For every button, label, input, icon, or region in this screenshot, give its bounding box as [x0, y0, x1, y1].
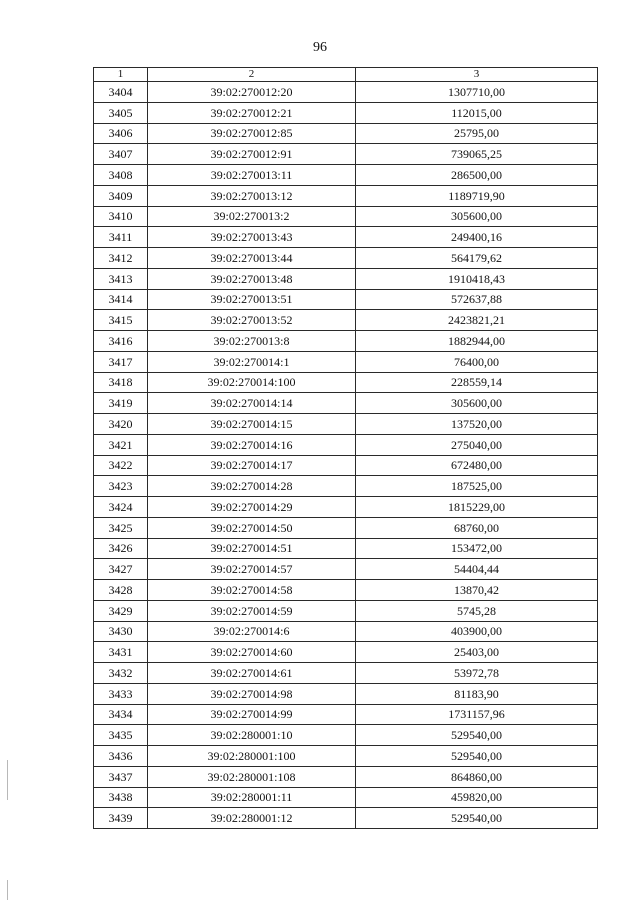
value-cell: 1307710,00	[356, 82, 598, 103]
cadastral-number-cell: 39:02:270013:52	[148, 310, 356, 331]
cadastral-number-cell: 39:02:270014:1	[148, 351, 356, 372]
table-row	[94, 123, 598, 144]
value-cell: 1882944,00	[356, 331, 598, 352]
value-cell: 529540,00	[356, 725, 598, 746]
value-cell: 1910418,43	[356, 268, 598, 289]
row-number-cell: 3435	[94, 725, 148, 746]
cadastral-number-cell: 39:02:280001:108	[148, 766, 356, 787]
value-cell: 564179,62	[356, 248, 598, 269]
cadastral-number-cell: 39:02:270014:28	[148, 476, 356, 497]
table-row	[94, 393, 598, 414]
table-row	[94, 787, 598, 808]
table-row	[94, 310, 598, 331]
value-cell: 2423821,21	[356, 310, 598, 331]
row-number-cell: 3423	[94, 476, 148, 497]
column-header-3: 3	[356, 68, 598, 82]
value-cell: 529540,00	[356, 808, 598, 829]
value-cell: 529540,00	[356, 746, 598, 767]
table-row	[94, 289, 598, 310]
cadastral-number-cell: 39:02:270012:85	[148, 123, 356, 144]
row-number-cell: 3409	[94, 185, 148, 206]
table-row	[94, 331, 598, 352]
cadastral-number-cell: 39:02:270014:59	[148, 600, 356, 621]
value-cell: 672480,00	[356, 455, 598, 476]
cadastral-number-cell: 39:02:270014:50	[148, 517, 356, 538]
value-cell: 112015,00	[356, 102, 598, 123]
cadastral-number-cell: 39:02:270014:51	[148, 538, 356, 559]
table-row	[94, 206, 598, 227]
value-cell: 68760,00	[356, 517, 598, 538]
value-cell: 53972,78	[356, 663, 598, 684]
value-cell: 286500,00	[356, 165, 598, 186]
page-number: 96	[313, 40, 327, 55]
row-number-cell: 3413	[94, 268, 148, 289]
cadastral-number-cell: 39:02:270014:29	[148, 497, 356, 518]
scan-margin-mark	[7, 760, 8, 800]
table-row	[94, 497, 598, 518]
cadastral-number-cell: 39:02:280001:10	[148, 725, 356, 746]
table-row	[94, 185, 598, 206]
row-number-cell: 3411	[94, 227, 148, 248]
cadastral-table	[93, 67, 598, 829]
value-cell: 25795,00	[356, 123, 598, 144]
cadastral-number-cell: 39:02:270013:48	[148, 268, 356, 289]
row-number-cell: 3426	[94, 538, 148, 559]
row-number-cell: 3421	[94, 434, 148, 455]
cadastral-number-cell: 39:02:270014:99	[148, 704, 356, 725]
cadastral-number-cell: 39:02:270013:51	[148, 289, 356, 310]
table-header-row	[94, 68, 598, 82]
cadastral-number-cell: 39:02:270013:12	[148, 185, 356, 206]
value-cell: 739065,25	[356, 144, 598, 165]
row-number-cell: 3416	[94, 331, 148, 352]
table-row	[94, 434, 598, 455]
value-cell: 228559,14	[356, 372, 598, 393]
value-cell: 81183,90	[356, 683, 598, 704]
table-row	[94, 683, 598, 704]
value-cell: 249400,16	[356, 227, 598, 248]
row-number-cell: 3439	[94, 808, 148, 829]
value-cell: 459820,00	[356, 787, 598, 808]
table-row	[94, 227, 598, 248]
value-cell: 1189719,90	[356, 185, 598, 206]
cadastral-number-cell: 39:02:270014:16	[148, 434, 356, 455]
column-header-2: 2	[148, 68, 356, 82]
table-row	[94, 808, 598, 829]
cadastral-number-cell: 39:02:270014:57	[148, 559, 356, 580]
row-number-cell: 3428	[94, 580, 148, 601]
cadastral-number-cell: 39:02:270013:2	[148, 206, 356, 227]
row-number-cell: 3407	[94, 144, 148, 165]
cadastral-number-cell: 39:02:270013:44	[148, 248, 356, 269]
value-cell: 403900,00	[356, 621, 598, 642]
cadastral-number-cell: 39:02:270014:14	[148, 393, 356, 414]
row-number-cell: 3430	[94, 621, 148, 642]
table-row	[94, 746, 598, 767]
value-cell: 137520,00	[356, 414, 598, 435]
row-number-cell: 3406	[94, 123, 148, 144]
value-cell: 187525,00	[356, 476, 598, 497]
cadastral-number-cell: 39:02:270014:98	[148, 683, 356, 704]
table-row	[94, 268, 598, 289]
value-cell: 1731157,96	[356, 704, 598, 725]
table-row	[94, 372, 598, 393]
row-number-cell: 3404	[94, 82, 148, 103]
row-number-cell: 3419	[94, 393, 148, 414]
row-number-cell: 3429	[94, 600, 148, 621]
value-cell: 572637,88	[356, 289, 598, 310]
table-row	[94, 144, 598, 165]
row-number-cell: 3433	[94, 683, 148, 704]
table-row	[94, 621, 598, 642]
table-row	[94, 559, 598, 580]
row-number-cell: 3431	[94, 642, 148, 663]
value-cell: 864860,00	[356, 766, 598, 787]
table-row	[94, 704, 598, 725]
column-header-1: 1	[94, 68, 148, 82]
cadastral-number-cell: 39:02:270013:43	[148, 227, 356, 248]
cadastral-number-cell: 39:02:270012:20	[148, 82, 356, 103]
table-row	[94, 642, 598, 663]
table-row	[94, 82, 598, 103]
cadastral-number-cell: 39:02:270012:91	[148, 144, 356, 165]
row-number-cell: 3438	[94, 787, 148, 808]
value-cell: 54404,44	[356, 559, 598, 580]
value-cell: 305600,00	[356, 393, 598, 414]
table-row	[94, 663, 598, 684]
row-number-cell: 3424	[94, 497, 148, 518]
cadastral-number-cell: 39:02:280001:12	[148, 808, 356, 829]
cadastral-number-cell: 39:02:270014:58	[148, 580, 356, 601]
row-number-cell: 3417	[94, 351, 148, 372]
value-cell: 76400,00	[356, 351, 598, 372]
row-number-cell: 3410	[94, 206, 148, 227]
cadastral-number-cell: 39:02:270014:17	[148, 455, 356, 476]
row-number-cell: 3425	[94, 517, 148, 538]
row-number-cell: 3415	[94, 310, 148, 331]
row-number-cell: 3437	[94, 766, 148, 787]
table-row	[94, 351, 598, 372]
value-cell: 275040,00	[356, 434, 598, 455]
row-number-cell: 3405	[94, 102, 148, 123]
table-row	[94, 538, 598, 559]
cadastral-number-cell: 39:02:270013:8	[148, 331, 356, 352]
value-cell: 25403,00	[356, 642, 598, 663]
table-row	[94, 476, 598, 497]
row-number-cell: 3414	[94, 289, 148, 310]
row-number-cell: 3412	[94, 248, 148, 269]
table-row	[94, 725, 598, 746]
table-row	[94, 102, 598, 123]
row-number-cell: 3432	[94, 663, 148, 684]
cadastral-number-cell: 39:02:280001:11	[148, 787, 356, 808]
cadastral-number-cell: 39:02:270014:100	[148, 372, 356, 393]
row-number-cell: 3418	[94, 372, 148, 393]
table-row	[94, 165, 598, 186]
table-row	[94, 455, 598, 476]
row-number-cell: 3408	[94, 165, 148, 186]
value-cell: 5745,28	[356, 600, 598, 621]
cadastral-number-cell: 39:02:270014:15	[148, 414, 356, 435]
table-row	[94, 580, 598, 601]
value-cell: 305600,00	[356, 206, 598, 227]
table-row	[94, 600, 598, 621]
value-cell: 153472,00	[356, 538, 598, 559]
row-number-cell: 3422	[94, 455, 148, 476]
value-cell: 1815229,00	[356, 497, 598, 518]
value-cell: 13870,42	[356, 580, 598, 601]
cadastral-number-cell: 39:02:270012:21	[148, 102, 356, 123]
cadastral-number-cell: 39:02:270014:61	[148, 663, 356, 684]
row-number-cell: 3436	[94, 746, 148, 767]
table-row	[94, 248, 598, 269]
table-row	[94, 766, 598, 787]
row-number-cell: 3420	[94, 414, 148, 435]
cadastral-number-cell: 39:02:270014:6	[148, 621, 356, 642]
cadastral-number-cell: 39:02:280001:100	[148, 746, 356, 767]
table-body	[94, 82, 598, 829]
row-number-cell: 3427	[94, 559, 148, 580]
cadastral-number-cell: 39:02:270014:60	[148, 642, 356, 663]
table-row	[94, 414, 598, 435]
cadastral-number-cell: 39:02:270013:11	[148, 165, 356, 186]
row-number-cell: 3434	[94, 704, 148, 725]
scan-margin-mark	[7, 880, 8, 900]
table-row	[94, 517, 598, 538]
